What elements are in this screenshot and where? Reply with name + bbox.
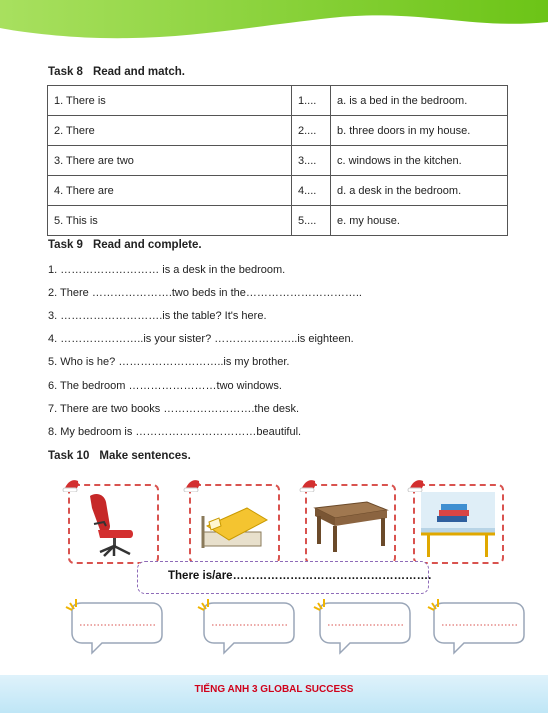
- sentence-line: 5. Who is he? ………………………..is my brother.: [48, 356, 290, 368]
- answer-bubble[interactable]: [424, 597, 530, 657]
- table-row: [48, 146, 508, 176]
- top-wave-decoration: [0, 0, 548, 50]
- santa-hat-icon: [299, 476, 319, 492]
- picture-card-bed: [189, 484, 280, 564]
- match-right: c. windows in the kitchen.: [331, 146, 508, 176]
- match-right: d. a desk in the bedroom.: [331, 176, 508, 206]
- sentence-line: 1. ……………………… is a desk in the bedroom.: [48, 264, 286, 276]
- match-left: 1. There is: [48, 86, 292, 116]
- sentence-pattern-text: There is/are…………………………………………….: [168, 570, 432, 582]
- footer-title: TIẾNG ANH 3 GLOBAL SUCCESS: [194, 684, 354, 695]
- match-number: 3....: [292, 146, 331, 176]
- santa-hat-icon: [62, 476, 82, 492]
- wooden-desk-icon: [307, 486, 394, 562]
- table-row: [48, 206, 508, 236]
- task10-heading: Task 10 Make sentences.: [48, 450, 191, 462]
- match-number: 1....: [292, 86, 331, 116]
- bed-icon: [191, 486, 278, 562]
- picture-card-desk: [305, 484, 396, 564]
- santa-hat-icon: [183, 476, 203, 492]
- picture-card-table-books: [413, 484, 504, 564]
- task9-heading: Task 9 Read and complete.: [48, 239, 202, 251]
- match-left: 2. There: [48, 116, 292, 146]
- match-number: 2....: [292, 116, 331, 146]
- match-left: 4. There are: [48, 176, 292, 206]
- answer-bubble[interactable]: [194, 597, 300, 657]
- sentence-line: 7. There are two books …………………….the desk.: [48, 403, 300, 415]
- sentence-line: 6. The bedroom ……………………two windows.: [48, 380, 282, 392]
- match-right: b. three doors in my house.: [331, 116, 508, 146]
- answer-bubble[interactable]: [62, 597, 168, 657]
- match-number: 5....: [292, 206, 331, 236]
- match-table: [47, 85, 508, 236]
- table-row: [48, 86, 508, 116]
- match-number: 4....: [292, 176, 331, 206]
- picture-card-chair: [68, 484, 159, 564]
- office-chair-icon: [70, 486, 157, 562]
- santa-hat-icon: [407, 476, 427, 492]
- books-on-table-icon: [415, 486, 502, 562]
- sentence-line: 4. …………………..is your sister? …………………..is eighteen.: [48, 333, 354, 345]
- table-row: [48, 116, 508, 146]
- table-row: [48, 176, 508, 206]
- match-right: e. my house.: [331, 206, 508, 236]
- match-left: 3. There are two: [48, 146, 292, 176]
- task8-heading: Task 8 Read and match.: [48, 66, 185, 78]
- sentence-line: 2. There ………………….two beds in the…………………………..: [48, 287, 362, 299]
- match-left: 5. This is: [48, 206, 292, 236]
- match-right: a. is a bed in the bedroom.: [331, 86, 508, 116]
- answer-bubble[interactable]: [310, 597, 416, 657]
- sentence-line: 8. My bedroom is ……………………………beautiful.: [48, 426, 302, 438]
- sentence-line: 3. ……………………….is the table? It's here.: [48, 310, 267, 322]
